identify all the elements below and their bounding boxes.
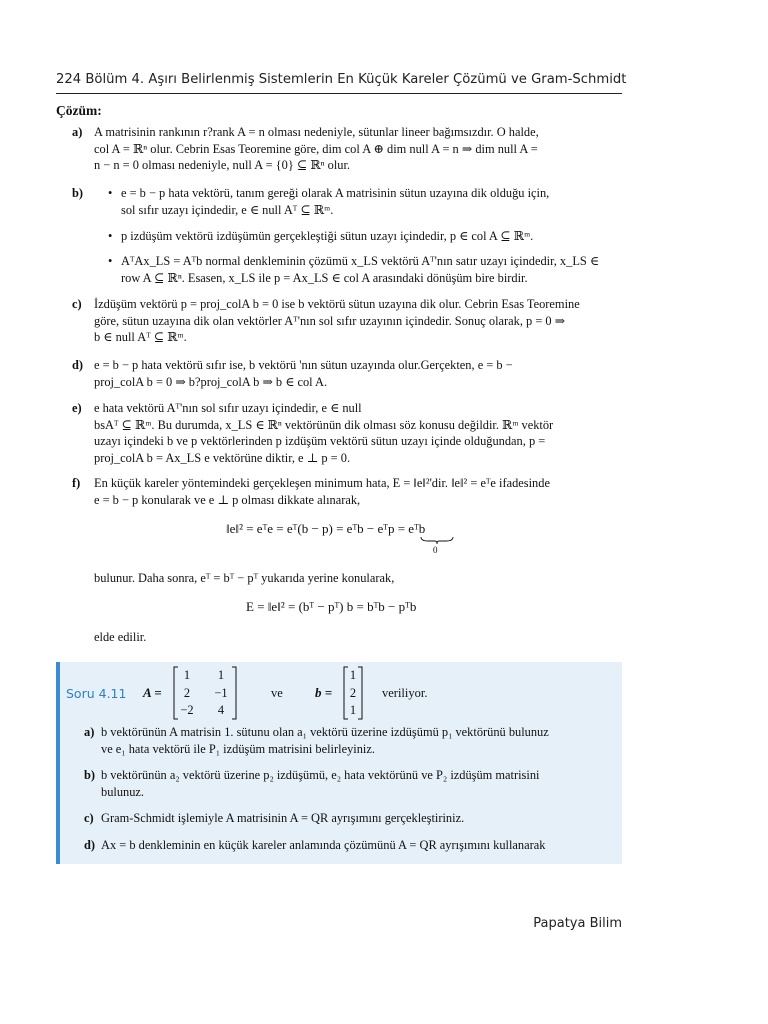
part-line: bsAᵀ ⊆ ℝᵐ. Bu durumda, x_LS ∈ ℝⁿ vektörünün dik olması söz konusu değildir. ℝᵐ vektör: [94, 417, 554, 432]
exercise-part: [84, 810, 622, 827]
part-label: b): [84, 768, 96, 782]
part-label: d): [84, 838, 96, 852]
part-line: göre, sütun uzayına dik olan vektörler Aᵀ'nın sol sıfır uzayının içindedir. Sonuç olarak, p = 0 ⇒: [94, 313, 566, 328]
solution-part-f-after1: [72, 570, 622, 587]
part-line: İzdüşüm vektörü p = proj_colA b = 0 ise b vektörü sütun uzayına dik olur. Cebrin Esas Teoremine: [94, 297, 580, 311]
matrix-A-name: A =: [143, 685, 162, 700]
part-line: En küçük kareler yöntemindeki gerçekleşen minimum hata, E = ‖e‖²'dir. ‖e‖² = eᵀe ifadesinde: [94, 476, 550, 490]
part-line: col A = ℝⁿ olur. Cebrin Esas Teoremine göre, dim col A ⊕ dim null A = n ⇒ dim null A =: [94, 141, 538, 156]
part-label: a): [72, 125, 83, 139]
part-line: proj_colA b = Ax_LS e vektörüne diktir, e ⊥ p = 0.: [94, 450, 351, 465]
part-line: e = b − p konularak ve e ⊥ p olması dikkate alınarak,: [94, 492, 361, 507]
vector-b-cell: 1: [349, 703, 357, 717]
part-label: a): [84, 725, 95, 739]
part-line: bulunur. Daha sonra, eᵀ = bᵀ − pᵀ yukarıda yerine konularak,: [94, 571, 395, 585]
matrix-A-cell: −1: [214, 686, 228, 700]
solution-part-c: [72, 296, 622, 346]
part-line: e = b − p hata vektörü sıfır ise, b vektörü 'nın sütun uzayında olur.Gerçekten, e = b −: [94, 358, 513, 372]
solution-title: Çözüm:: [56, 103, 102, 118]
solution-part-b-bullet: [108, 185, 622, 218]
connector-word: ve: [271, 686, 283, 700]
equation-error-norm: ‖e‖² = eᵀe = eᵀ(b − p) = eᵀb − eᵀp = eᵀb: [226, 521, 426, 536]
bullet-line: AᵀAx_LS = Aᵀb normal denkleminin çözümü x_LS vektörü Aᵀ'nın satır uzayı içindedir, x_LS ∈: [121, 254, 600, 268]
part-label: b): [72, 186, 84, 200]
part-label: c): [72, 297, 82, 311]
solution-part-b-bullet: [108, 253, 622, 286]
solution-part-d: [72, 357, 622, 390]
running-header: 224 Bölüm 4. Aşırı Belirlenmiş Sistemlerin En Küçük Kareler Çözümü ve Gram-Schmidt: [56, 72, 627, 87]
header-rule: [56, 93, 622, 94]
bullet-line: row A ⊆ ℝⁿ. Esasen, x_LS ile p = Ax_LS ∈ col A arasındaki dönüşüm bire birdir.: [121, 270, 528, 285]
part-line: Gram-Schmidt işlemiyle A matrisinin A = QR ayrışımını gerçekleştiriniz.: [101, 811, 465, 825]
matrix-A-cell: 4: [217, 703, 225, 717]
solution-part-f-after2: [72, 629, 622, 646]
part-line: Ax = b denkleminin en küçük kareler anlamında çözümünü A = QR ayrışımını kullanarak: [101, 838, 546, 852]
vector-b-name: b =: [315, 685, 333, 700]
part-line: bulunuz.: [101, 784, 145, 799]
vector-b-cell: 1: [349, 668, 357, 682]
part-line: uzayı içindeki b ve p vektörlerinden p izdüşüm vektörü sütun uzayı içinde olduğundan, p =: [94, 434, 546, 449]
part-label: d): [72, 358, 84, 372]
part-line: e hata vektörü Aᵀ'nın sol sıfır uzayı içindedir, e ∈ null: [94, 401, 362, 415]
exercise-accent-bar: [56, 662, 60, 864]
bullet-mark: •: [108, 254, 113, 268]
exercise-tail: veriliyor.: [382, 686, 428, 700]
solution-part-b-bullet: [108, 228, 622, 245]
vector-b-cell: 2: [349, 686, 357, 700]
part-line: proj_colA b = 0 ⇒ b?proj_colA b ⇒ b ∈ col A.: [94, 374, 328, 389]
part-line: b vektörünün a₂ vektörü üzerine p₂ izdüşümü, e₂ hata vektörünü ve P₂ izdüşüm matrisini: [101, 768, 540, 782]
exercise-part: [84, 767, 622, 800]
part-line: ve e₁ hata vektörü ile P₁ izdüşüm matrisini belirleyiniz.: [101, 741, 375, 756]
part-line: n − n = 0 olması nedeniyle, null A = {0} ⊆ ℝⁿ olur.: [94, 158, 351, 173]
matrix-A-cell: 2: [183, 686, 191, 700]
part-line: elde edilir.: [94, 630, 147, 644]
exercise-part: [84, 837, 622, 854]
part-label: e): [72, 401, 82, 415]
underbrace-label: 0: [433, 545, 438, 555]
bullet-line: sol sıfır uzayı içindedir, e ∈ null Aᵀ ⊆ ℝᵐ.: [121, 202, 334, 217]
bullet-mark: •: [108, 229, 113, 243]
part-label: f): [72, 476, 81, 490]
exercise-label: Soru 4.11: [66, 686, 127, 701]
part-label: c): [84, 811, 94, 825]
solution-part-a: [72, 124, 622, 174]
bullet-line: p izdüşüm vektörü izdüşümün gerçekleştiği sütun uzayı içindedir, p ∈ col A ⊆ ℝᵐ.: [121, 229, 534, 243]
bullet-mark: •: [108, 186, 113, 200]
exercise-box: [56, 662, 622, 864]
part-line: A matrisinin rankının r?rank A = n olması nedeniyle, sütunlar lineer bağımsızdır. O halde,: [94, 125, 539, 139]
matrix-A-cell: −2: [180, 703, 194, 717]
matrix-A-cell: 1: [217, 668, 225, 682]
underbrace: [420, 536, 454, 545]
publisher-footer: Papatya Bilim: [533, 916, 622, 931]
equation-minimum-error: E = ‖e‖² = (bᵀ − pᵀ) b = bᵀb − pᵀb: [246, 599, 417, 614]
solution-part-f: [72, 475, 622, 508]
bullet-line: e = b − p hata vektörü, tanım gereği olarak A matrisinin sütun uzayına dik olduğu için,: [121, 186, 550, 200]
part-line: b vektörünün A matrisin 1. sütunu olan a₁ vektörü üzerine izdüşümü p₁ vektörünü bulunuz: [101, 725, 549, 739]
part-line: b ∈ null Aᵀ ⊆ ℝᵐ.: [94, 330, 187, 345]
matrix-A-cell: 1: [183, 668, 191, 682]
solution-part-e: [72, 400, 622, 466]
exercise-part: [84, 724, 622, 757]
